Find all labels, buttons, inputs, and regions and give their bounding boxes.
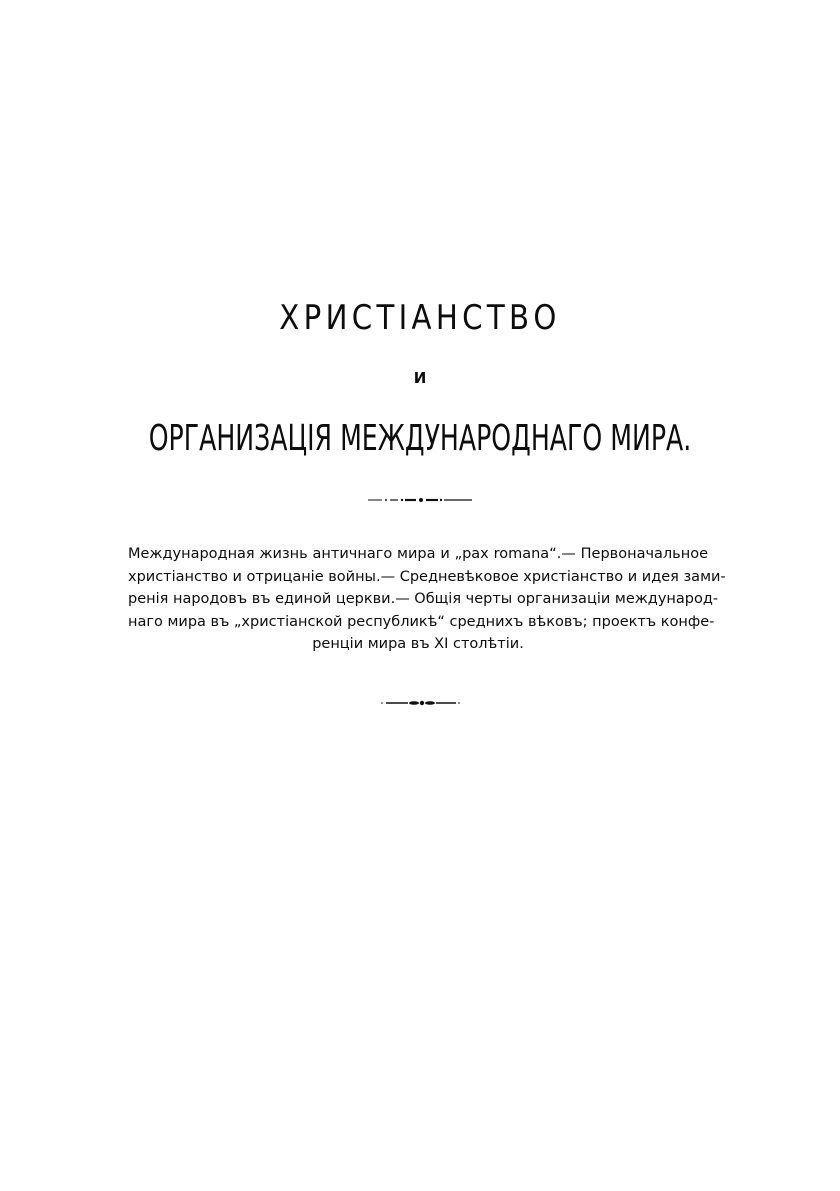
summary-line: ренія народовъ въ единой церкви.— Общія черты организаціи международ- [128, 591, 719, 607]
summary-line: христіанство и отрицаніе войны.— Средневѣковое христіанство и идея зами- [128, 568, 726, 585]
summary-line: Международная жизнь античнаго мира и „pax romana“.— Первоначальное [128, 546, 708, 562]
chapter-summary [128, 543, 726, 656]
top-ornament-divider [0, 495, 840, 507]
chapter-title: ХРИСТІАНСТВО [279, 298, 561, 338]
ornament-rule-icon [368, 495, 472, 505]
summary-line: наго мира въ „христіанской республикѣ“ среднихъ вѣковъ; проектъ конфе- [128, 613, 715, 630]
bottom-ornament-divider [0, 698, 840, 710]
chapter-subtitle: ОРГАНИЗАЦІЯ МЕЖДУНАРОДНАГО МИРА. [148, 418, 692, 459]
ornament-rule-icon [380, 698, 460, 708]
summary-line: ренціи мира въ XI столѣтіи. [312, 636, 524, 652]
title-conjunction: И [413, 369, 427, 387]
